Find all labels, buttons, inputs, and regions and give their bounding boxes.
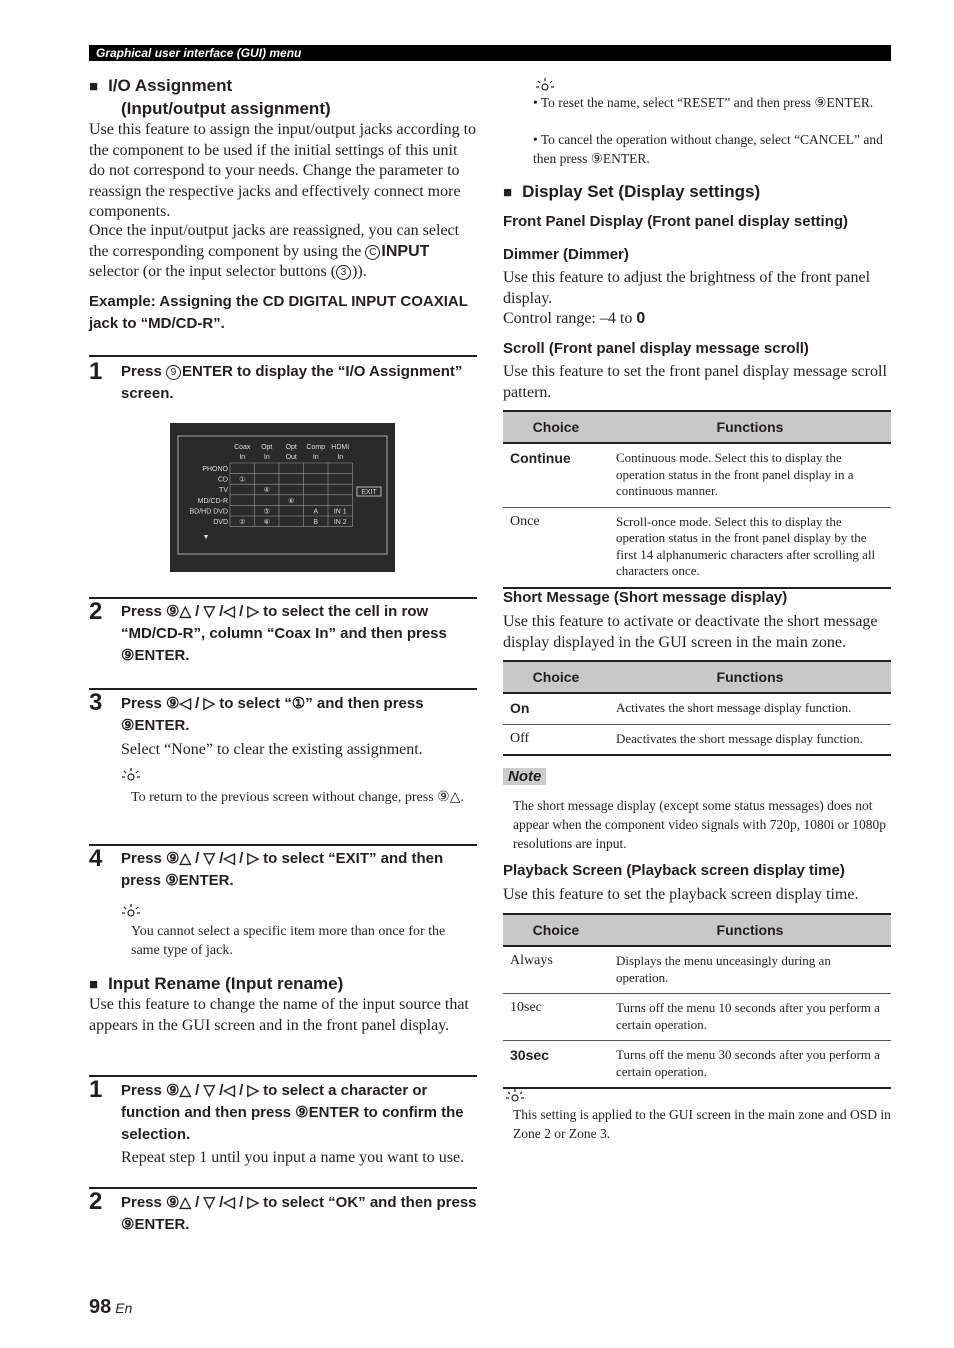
gui-column-label: In <box>312 454 319 461</box>
rename-tip-2: • To cancel the operation without change, select “CANCEL” and then press ⑨ENTER. <box>533 132 883 166</box>
function-cell: Deactivates the short message display function. <box>609 724 891 755</box>
scroll-table <box>503 410 891 589</box>
gui-column-label: In <box>263 454 270 461</box>
rename-step-number-1: 1 <box>89 1076 103 1103</box>
step-4-tip: You cannot select a specific item more than once for the same type of jack. <box>131 924 446 958</box>
gui-row-labels <box>189 466 228 526</box>
step-3-instruction: Press ⑨◁ / ▷ to select “①” and then press ⑨ENTER. <box>121 695 424 734</box>
step-divider <box>89 1187 477 1189</box>
step-divider <box>89 844 477 846</box>
choice-cell: On <box>503 693 609 724</box>
section-header-title: Graphical user interface (GUI) menu <box>96 46 302 60</box>
io-assignment-subheading: (Input/output assignment) <box>121 99 331 118</box>
function-cell: Scroll-once mode. Select this to display the operation status in the front panel display by the first 14 alphanumeric characters after scrolling all characters once. <box>609 507 891 588</box>
table-row <box>503 724 891 755</box>
choice-cell: Once <box>503 507 609 588</box>
gui-column-label: Opt <box>261 444 273 451</box>
rename-step-1-instruction: Press ⑨△ / ▽ /◁ / ▷ to select a character or function and then press ⑨ENTER to confirm the selection. <box>121 1082 464 1143</box>
table-row <box>503 946 891 994</box>
page-number: 98 En <box>89 1296 133 1318</box>
choice-cell: Continue <box>503 443 609 507</box>
display-set-heading: ■ Display Set (Display settings) <box>503 182 761 201</box>
function-cell: Activates the short message display function. <box>609 693 891 724</box>
choice-cell: 10sec <box>503 994 609 1041</box>
gui-cell-value: ⑤ <box>263 508 270 516</box>
rename-tip-1: • To reset the name, select “RESET” and then press ⑨ENTER. <box>533 95 874 110</box>
final-tip: This setting is applied to the GUI screen in the main zone and OSD in Zone 2 or Zone 3. <box>513 1107 891 1141</box>
step-1-instruction: Press 9 ENTER to display the “I/O Assignment” screen. <box>121 363 463 402</box>
rename-step-number-2: 2 <box>89 1188 103 1215</box>
io-assignment-heading: ■ I/O Assignment <box>89 76 233 95</box>
gui-exit-label: EXIT <box>361 489 377 496</box>
input-rename-heading: ■ Input Rename (Input rename) <box>89 974 344 993</box>
step-2-instruction: Press ⑨△ / ▽ /◁ / ▷ to select the cell in row “MD/CD-R”, column “Coax In” and then press ⑨ENTER. <box>121 603 447 664</box>
table-row <box>503 1041 891 1089</box>
input-rename-para: Use this feature to change the name of the input source that appears in the GUI screen and in the front panel display. <box>89 996 469 1034</box>
step-divider <box>89 355 477 357</box>
gui-grid <box>230 463 353 527</box>
gui-column-labels <box>234 444 349 461</box>
table-header-choice: Choice <box>503 411 609 443</box>
gui-column-label: Comp <box>306 444 326 451</box>
gui-cell-value: ⑥ <box>288 497 295 505</box>
gui-row-label: MD/CD-R <box>197 497 228 505</box>
io-assignment-para1: Use this feature to assign the input/output jacks according to the component to be used if the initial settings of this unit do not correspond to your needs. Change the parameter to reassign the respective jacks and effectively connect more components. <box>89 121 477 220</box>
function-cell: Displays the menu unceasingly during an operation. <box>609 946 891 994</box>
step-number-1: 1 <box>89 358 103 385</box>
gui-column-label: HDMI <box>331 444 350 451</box>
function-cell: Turns off the menu 30 seconds after you perform a certain operation. <box>609 1041 891 1089</box>
gui-screen-graphic <box>170 423 395 572</box>
dimmer-range: Control range: –4 to 0 <box>503 310 646 327</box>
playback-screen-heading: Playback Screen (Playback screen display time) <box>503 862 845 879</box>
table-row <box>503 693 891 724</box>
gui-cell-value: IN 2 <box>333 519 347 526</box>
scroll-para: Use this feature to set the front panel display message scroll pattern. <box>503 363 887 401</box>
tip-bulb-icon <box>121 767 141 788</box>
gui-row-label: PHONO <box>202 466 228 473</box>
step-4-instruction: Press ⑨△ / ▽ /◁ / ▷ to select “EXIT” and then press ⑨ENTER. <box>121 850 444 889</box>
short-message-table <box>503 660 891 756</box>
table-header-choice: Choice <box>503 914 609 946</box>
gui-cell-value: IN 1 <box>333 508 347 516</box>
note-text: The short message display (except some status messages) does not appear when the component video signals with 720p, 1080i or 1080p resolutions are input. <box>513 798 887 851</box>
gui-cell-value: A <box>313 508 319 516</box>
gui-row-label: BD/HD DVD <box>189 508 228 516</box>
io-assignment-para2: Once the input/output jacks are reassigned, you can select the corresponding component by using the C INPUT selector (or the input selector buttons ( 3 )). <box>89 222 460 280</box>
table-row <box>503 443 891 507</box>
choice-cell: 30sec <box>503 1041 609 1089</box>
gui-scroll-down-icon: ▼ <box>202 534 210 541</box>
section-header-bar <box>89 45 891 61</box>
gui-row-label: DVD <box>213 519 228 526</box>
dimmer-heading: Dimmer (Dimmer) <box>503 246 629 263</box>
function-cell: Continuous mode. Select this to display the operation status in the front panel display in a continuous manner. <box>609 443 891 507</box>
table-row <box>503 507 891 588</box>
front-panel-heading: Front Panel Display (Front panel display setting) <box>503 213 849 230</box>
rename-step-2-instruction: Press ⑨△ / ▽ /◁ / ▷ to select “OK” and then press ⑨ENTER. <box>121 1194 477 1233</box>
gui-row-label: TV <box>219 487 228 495</box>
gui-row-label: CD <box>217 476 228 484</box>
gui-column-label: Out <box>285 454 297 461</box>
step-divider <box>89 688 477 690</box>
gui-cell-value: B <box>313 519 319 526</box>
playback-table <box>503 913 891 1089</box>
gui-cell-values <box>239 476 347 526</box>
gui-column-label: Opt <box>285 444 297 451</box>
tip-bulb-icon <box>121 903 141 924</box>
gui-cell-value: ⑥ <box>263 519 270 526</box>
choice-cell: Off <box>503 724 609 755</box>
short-message-para: Use this feature to activate or deactivate the short message display displayed in the GUI screen in the main zone. <box>503 613 878 651</box>
table-header-choice: Choice <box>503 661 609 693</box>
gui-column-label: In <box>337 454 344 461</box>
gui-cell-value: ① <box>239 476 246 484</box>
choice-cell: Always <box>503 946 609 994</box>
scroll-heading: Scroll (Front panel display message scroll) <box>503 340 809 357</box>
rename-step-1-body: Repeat step 1 until you input a name you want to use. <box>121 1149 465 1166</box>
note-label: Note <box>503 766 546 788</box>
example-heading: Example: Assigning the CD DIGITAL INPUT COAXIAL jack to “MD/CD-R”. <box>89 293 468 332</box>
step-3-tip: To return to the previous screen without change, press ⑨△. <box>131 790 464 805</box>
io-assignment-gui-screen <box>170 423 395 572</box>
step-3-body: Select “None” to clear the existing assignment. <box>121 741 423 758</box>
short-message-heading: Short Message (Short message display) <box>503 589 788 606</box>
gui-column-label: Coax <box>234 444 251 451</box>
playback-screen-para: Use this feature to set the playback screen display time. <box>503 886 859 903</box>
gui-cell-value: ② <box>239 519 246 526</box>
table-header-functions: Functions <box>609 661 891 693</box>
gui-column-label: In <box>239 454 246 461</box>
step-number-3: 3 <box>89 689 103 716</box>
step-divider <box>89 1075 477 1077</box>
function-cell: Turns off the menu 10 seconds after you perform a certain operation. <box>609 994 891 1041</box>
gui-cell-value: ④ <box>263 487 270 495</box>
dimmer-para: Use this feature to adjust the brightness of the front panel display. <box>503 269 871 307</box>
step-divider <box>89 597 477 599</box>
step-number-2: 2 <box>89 598 103 625</box>
table-row <box>503 994 891 1041</box>
step-number-4: 4 <box>89 845 103 872</box>
table-header-functions: Functions <box>609 411 891 443</box>
table-header-functions: Functions <box>609 914 891 946</box>
